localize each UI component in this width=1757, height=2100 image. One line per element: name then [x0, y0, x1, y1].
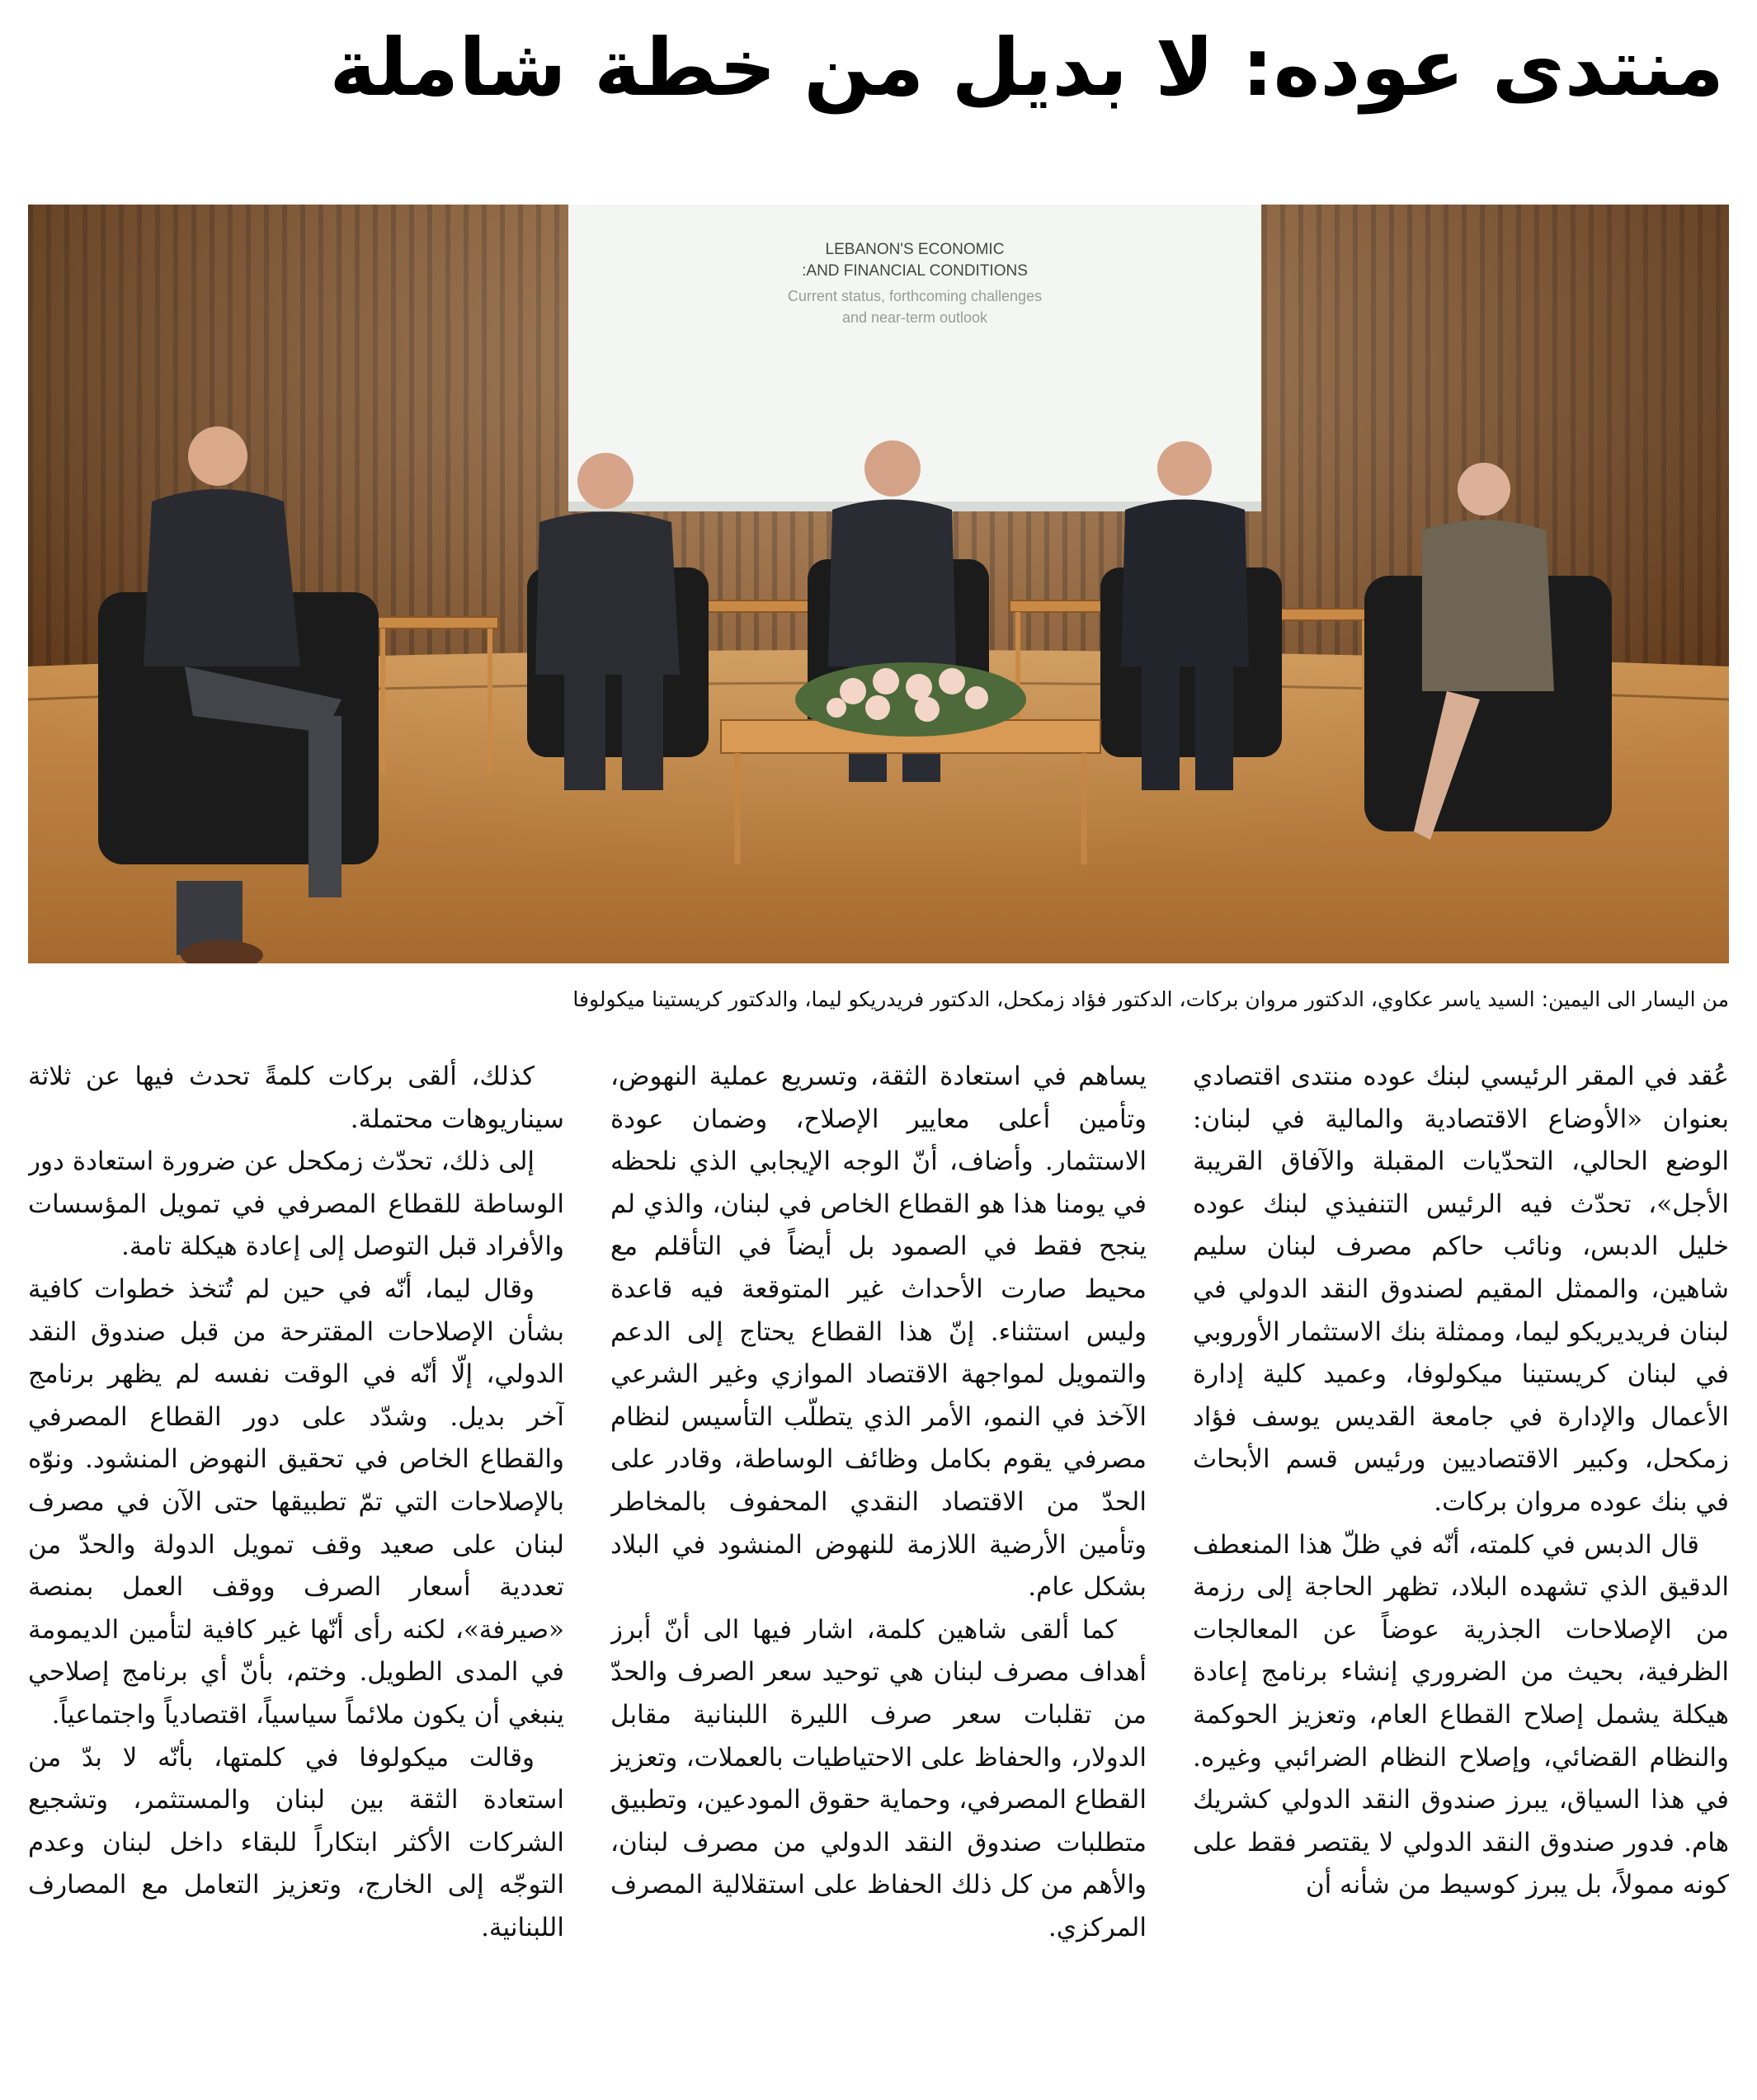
screen-line-2: AND FINANCIAL CONDITIONS:: [802, 262, 1028, 280]
photo-caption: من اليسار الى اليمين: السيد ياسر عكاوي، الدكتور مروان بركات، الدكتور فؤاد زمكحل، الدكتور فريدريكو ليما، والدكتور كريستينا ميكولوفا: [572, 987, 1729, 1011]
paragraph: يساهم في استعادة الثقة، وتسريع عملية النهوض، وتأمين أعلى معايير الإصلاح، وضمان عودة الاستثمار. وأضاف، أنّ الوجه الإيجابي الذي نلحظه في يومنا هذا هو القطاع الخاص في لبنان، والذي لم ينجح فقط في الصمود بل أيضاً في التأقلم مع محيط صارت الأحداث غير المتوقعة فيه قاعدة وليس استثناء. إنّ هذا القطاع يحتاج إلى الدعم والتمويل لمواجهة الاقتصاد الموازي وغير الشرعي الآخذ في النمو، الأمر الذي يتطلّب التأسيس لنظام مصرفي يقوم بكامل وظائف الوساطة، وقادر على الحدّ من الاقتصاد النقدي المحفوف بالمخاطر وتأمين الأرضية اللازمة للنهوض المنشود في البلاد بشكل عام.: [610, 1062, 1147, 1603]
paragraph: كما ألقى شاهين كلمة، اشار فيها الى أنّ أبرز أهداف مصرف لبنان هي توحيد سعر الصرف والحدّ من تقلبات سعر صرف الليرة اللبنانية مقابل الدولار، والحفاظ على الاحتياطيات بالعملات، وتعزيز القطاع المصرفي، وحماية حقوق المودعين، وتطبيق متطلبات صندوق النقد الدولي من مصرف لبنان، والأهم من كل ذلك الحفاظ على استقلالية المصرف المركزي.: [610, 1614, 1147, 1942]
article-body: [28, 1056, 1729, 2087]
paragraph: وقالت ميكولوفا في كلمتها، بأنّه لا بدّ من استعادة الثقة بين لبنان والمستثمر، وتشجيع الشركات الأكثر ابتكاراً للبقاء داخل لبنان وعدم التوجّه إلى الخارج، وتعزيز التعامل مع المصارف اللبنانية.: [28, 1742, 564, 1942]
panel-photo: [28, 205, 1729, 963]
article-column-3: [28, 1056, 564, 2087]
screen-line-1: LEBANON'S ECONOMIC: [825, 241, 1005, 258]
paragraph: وقال ليما، أنّه في حين لم تُتخذ خطوات كافية بشأن الإصلاحات المقترحة من قبل صندوق النقد الدولي، إلّا أنّه في الوقت نفسه لم يظهر برنامج آخر بديل. وشدّد على دور القطاع المصرفي والقطاع الخاص في تحقيق النهوض المنشود. ونوّه بالإصلاحات التي تمّ تطبيقها حتى الآن في مصرف لبنان على صعيد وقف تمويل الدولة والحدّ من تعددية أسعار الصرف ووقف العمل بمنصة «صيرفة»، لكنه رأى أنّها غير كافية لتأمين الديمومة في المدى الطويل. وختم، بأنّ أي برنامج إصلاحي ينبغي أن يكون ملائماً سياسياً، اقتصادياً واجتماعياً.: [28, 1274, 564, 1730]
screen-line-4: and near-term outlook: [841, 309, 988, 326]
article-column-1: [1193, 1056, 1729, 2087]
paragraph: إلى ذلك، تحدّث زمكحل عن ضرورة استعادة دور الوساطة للقطاع المصرفي في تمويل المؤسسات والأفراد قبل التوصل إلى إعادة هيكلة تامة.: [28, 1147, 564, 1262]
article-column-2: [610, 1056, 1147, 2087]
paragraph: قال الدبس في كلمته، أنّه في ظلّ هذا المنعطف الدقيق الذي تشهده البلاد، تظهر الحاجة إلى رزمة من الإصلاحات الجذرية عوضاً عن المعالجات الظرفية، بحيث من الضروري إنشاء برنامج إعادة هيكلة يشمل إصلاح القطاع العام، وتعزيز الحوكمة والنظام القضائي، وإصلاح النظام الضرائبي وغيره. في هذا السياق، يبرز صندوق النقد الدولي كشريك هام. فدور صندوق النقد الدولي لا يقتصر فقط على كونه ممولاً، بل يبرز كوسيط من شأنه أن: [1193, 1529, 1729, 1900]
screen-line-3: Current status, forthcoming challenges: [787, 288, 1043, 304]
headline: منتدى عوده: لا بديل من خطة شاملة: [329, 21, 1724, 114]
paragraph: كذلك، ألقى بركات كلمةً تحدث فيها عن ثلاثة سيناريوهات محتملة.: [28, 1062, 564, 1134]
paragraph: عُقد في المقر الرئيسي لبنك عوده منتدى اقتصادي بعنوان «الأوضاع الاقتصادية والمالية في لبنان: الوضع الحالي، التحدّيات المقبلة والآفاق القريبة الأجل»، تحدّث فيه الرئيس التنفيذي لبنك عوده خليل الدبس، ونائب حاكم مصرف لبنان سليم شاهين، والممثل المقيم لصندوق النقد الدولي في لبنان فريديريكو ليما، وممثلة بنك الاستثمار الأوروبي في لبنان كريستينا ميكولوفا، وعميد كلية إدارة الأعمال والإدارة في جامعة القديس يوسف فؤاد زمكحل، وكبير الاقتصاديين ورئيس قسم الأبحاث في بنك عوده مروان بركات.: [1193, 1062, 1729, 1517]
